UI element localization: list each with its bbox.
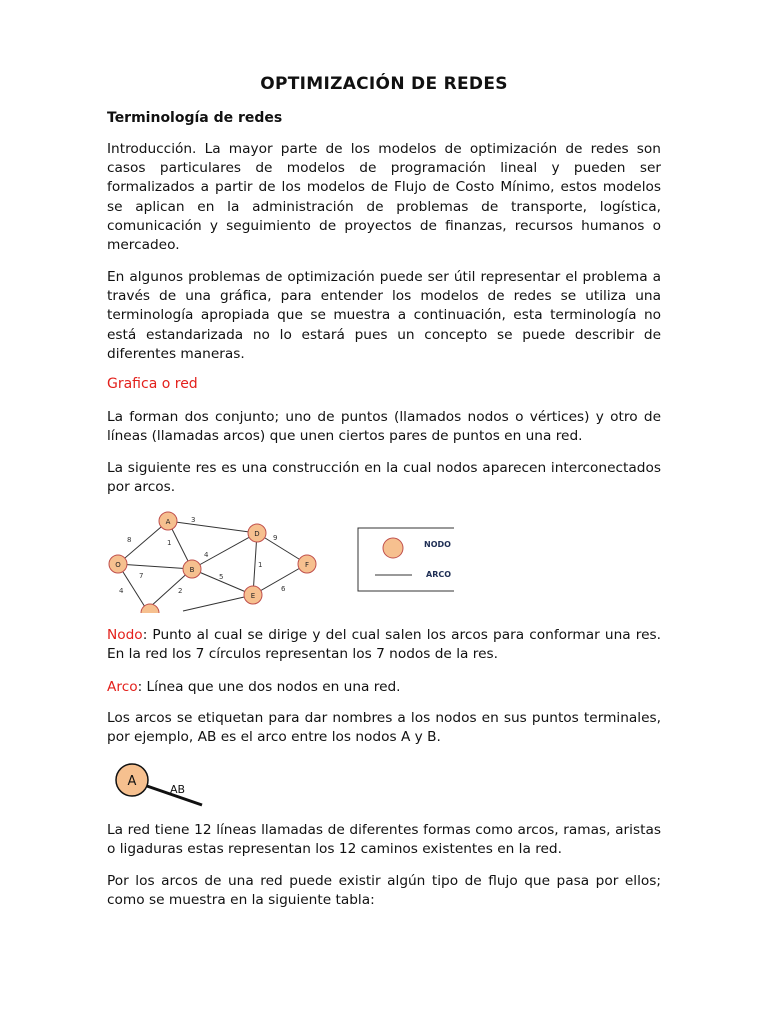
forman-paragraph: La forman dos conjunto; uno de puntos (llamados nodos o vértices) y otro de líneas (llamadas arcos) que unen ciertos pares de puntos en una red. [107, 409, 661, 445]
siguiente-paragraph: La siguiente res es una construcción en la cual nodos aparecen interconectados por arcos. [107, 460, 661, 496]
node-label: O [115, 561, 121, 569]
edge-label: 2 [178, 587, 183, 595]
legend-arc-label: ARCO [426, 570, 452, 579]
edge-label: 4 [204, 551, 209, 559]
edge-label: 5 [219, 573, 224, 581]
network-legend [356, 527, 456, 593]
node-label: B [189, 566, 195, 574]
legend-node-icon [383, 538, 403, 558]
edge-label: 1 [258, 561, 263, 569]
flujo-paragraph: Por los arcos de una red puede existir algún tipo de flujo que pasa por ellos; como se muestra en la siguiente tabla: [107, 873, 661, 909]
red12-paragraph: La red tiene 12 líneas llamadas de diferentes formas como arcos, ramas, aristas o ligaduras estas representan los 12 caminos existentes en la red. [107, 822, 661, 858]
node-label: E [250, 592, 256, 600]
node-label: D [254, 530, 260, 538]
grafica-heading: Grafica o red [107, 376, 198, 392]
edge-label: 4 [119, 587, 124, 595]
edge-label: 7 [139, 572, 144, 580]
legend-node-label: NODO [424, 540, 451, 549]
etiquetan-paragraph: Los arcos se etiquetan para dar nombres a los nodos en sus puntos terminales, por ejemplo, AB es el arco entre los nodos A y B. [107, 710, 661, 746]
example-node-label: A [127, 774, 137, 789]
intro-paragraph: Introducción. La mayor parte de los modelos de optimización de redes son casos particulares de modelos de programación lineal y pueden ser formalizados a partir de los modelos de Flujo de Costo Mínimo, estos modelos se aplican en la administración de problemas de transporte, logística, comunicación y seguimiento de proyectos de finanzas, recursos humanos o mercadeo. [107, 141, 661, 254]
network-diagram [105, 507, 325, 613]
nodo-definition [107, 626, 661, 664]
nodo-definition-text: : Punto al cual se dirige y del cual salen los arcos para conformar una res. En la red los 7 círculos representan los 7 nodos de la res. [107, 627, 661, 663]
node-label: F [304, 561, 310, 569]
edge-label: 9 [273, 534, 278, 542]
graphs-paragraph: En algunos problemas de optimización puede ser útil representar el problema a través de una gráfica, para entender los modelos de redes se utiliza una terminología apropiada que se muestra a continuación, esta terminología no está estandarizada no lo estará pues un concepto se puede describir de diferentes maneras. [107, 269, 661, 362]
arco-definition-text: : Línea que une dos nodos en una red. [137, 679, 401, 695]
arco-term: Arco [107, 679, 138, 695]
edge-label: 1 [167, 539, 172, 547]
node-label: A [165, 518, 171, 526]
example-arc-label: AB [170, 783, 186, 796]
edge-label: 8 [127, 536, 132, 544]
section-heading: Terminología de redes [107, 110, 283, 126]
arc-example-diagram [108, 757, 204, 807]
nodo-term: Nodo [107, 627, 143, 643]
arco-definition [107, 678, 661, 697]
edge-label: 6 [281, 585, 286, 593]
page-title: OPTIMIZACIÓN DE REDES [260, 74, 508, 94]
edge-label: 3 [191, 516, 196, 524]
